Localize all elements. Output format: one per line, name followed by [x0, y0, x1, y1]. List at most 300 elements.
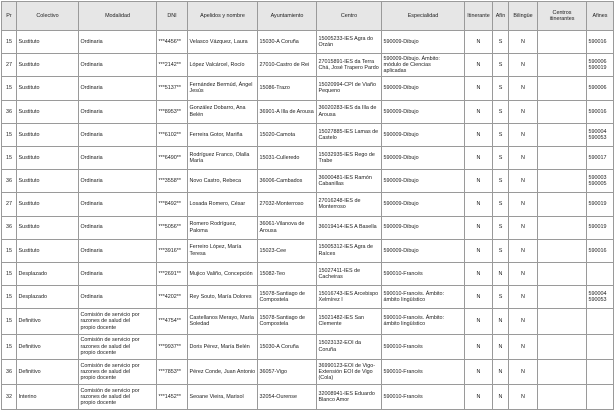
cell-afin-text: N: [498, 270, 503, 277]
cell-nombre: [188, 123, 258, 146]
cell-bilingue: [509, 31, 538, 54]
cell-afines: [587, 286, 614, 309]
cell-centro-text: 15027411-IES de Cacheiras: [318, 267, 361, 280]
cell-modalidad: [79, 309, 157, 334]
cell-modalidad: [79, 385, 157, 410]
table-row: [2, 286, 614, 309]
cell-ayuntamiento-text: 15030-A Coruña: [259, 343, 299, 350]
cell-dni-text: ***8492**: [158, 201, 181, 208]
cell-pr-text: 36: [6, 224, 12, 231]
table-row: [2, 170, 614, 193]
cell-pr: [2, 123, 17, 146]
table-row: [2, 309, 614, 334]
cell-ayuntamiento-text: 36006-Cambados: [259, 178, 303, 185]
cell-dni-text: ***2691**: [158, 270, 181, 277]
cell-afines-text: 590004 590053: [588, 290, 607, 304]
cell-modalidad: [79, 286, 157, 309]
cell-itinerante-text: N: [476, 224, 481, 231]
cell-dni-text: ***1452**: [158, 394, 181, 401]
cell-itinerante: [465, 123, 493, 146]
cell-especialidad-text: 590010-Francés: [383, 270, 423, 277]
cell-colectivo-text: Sustituto: [18, 154, 40, 161]
cell-dni-text: ***2142**: [158, 62, 181, 69]
cell-nombre: [188, 31, 258, 54]
cell-modalidad-text: Comisión de servicio por razones de salud del propio docente: [80, 387, 140, 407]
cell-modalidad: [79, 100, 157, 123]
cell-afines: [587, 54, 614, 77]
cell-afin: [493, 239, 509, 262]
cell-afin-text: S: [498, 154, 503, 161]
cell-centro-text: 36019414-IES A Basella: [318, 224, 377, 231]
cell-centros-itinerantes: [538, 193, 587, 216]
cell-bilingue: [509, 216, 538, 239]
header-col-afin: Afín: [493, 2, 509, 31]
cell-especialidad: [382, 359, 465, 384]
cell-afin: [493, 146, 509, 169]
cell-modalidad: [79, 31, 157, 54]
cell-centro-text: 15016743-IES Arcebispo Xelmírez I: [318, 290, 379, 304]
cell-colectivo-text: Definitivo: [18, 368, 41, 375]
header-col-centros-itinerantes: Centros itinerantes: [538, 2, 587, 31]
cell-itinerante-text: N: [476, 394, 481, 401]
cell-bilingue-text: N: [521, 394, 525, 401]
cell-dni-text: ***5137**: [158, 85, 181, 92]
cell-bilingue: [509, 146, 538, 169]
cell-centro-text: 36000481-IES Ramón Cabanillas: [318, 174, 372, 188]
table-row: [2, 262, 614, 285]
cell-colectivo: [17, 262, 79, 285]
cell-afines: [587, 359, 614, 384]
cell-dni-text: ***5056**: [158, 224, 181, 231]
cell-afines: [587, 385, 614, 410]
cell-especialidad: [382, 123, 465, 146]
cell-bilingue: [509, 359, 538, 384]
cell-itinerante: [465, 77, 493, 100]
cell-colectivo: [17, 239, 79, 262]
cell-nombre: [188, 100, 258, 123]
cell-dni-text: ***9937**: [158, 343, 181, 350]
cell-centros-itinerantes: [538, 262, 587, 285]
cell-especialidad-text: 590009-Dibujo: [383, 154, 419, 161]
cell-itinerante-text: N: [476, 108, 481, 115]
cell-especialidad: [382, 193, 465, 216]
cell-ayuntamiento-text: 36901-A Illa de Arousa: [259, 108, 314, 115]
cell-pr-text: 15: [6, 131, 12, 138]
cell-colectivo: [17, 31, 79, 54]
cell-pr: [2, 77, 17, 100]
cell-especialidad-text: 590009-Dibujo: [383, 38, 419, 45]
table-row: [2, 334, 614, 359]
cell-nombre: [188, 239, 258, 262]
cell-especialidad: [382, 309, 465, 334]
cell-centro-text: 15021482-IES San Clemente: [318, 315, 365, 328]
cell-colectivo-text: Sustituto: [18, 108, 40, 115]
cell-itinerante: [465, 359, 493, 384]
table-row: [2, 77, 614, 100]
cell-afines-text: 590016: [588, 38, 607, 45]
cell-itinerante-text: N: [476, 294, 481, 300]
cell-afines-text: 590017: [588, 154, 607, 161]
cell-especialidad-text: 590010-Francés: [383, 368, 423, 375]
header-col-ayuntamiento: Ayuntamiento: [258, 2, 317, 31]
table-row: [2, 193, 614, 216]
cell-pr: [2, 334, 17, 359]
cell-nombre: [188, 286, 258, 309]
cell-afin: [493, 385, 509, 410]
cell-bilingue-text: N: [521, 108, 525, 115]
cell-itinerante: [465, 239, 493, 262]
cell-itinerante: [465, 309, 493, 334]
cell-especialidad: [382, 334, 465, 359]
cell-afin-text: S: [498, 201, 503, 208]
cell-afines: [587, 77, 614, 100]
cell-especialidad-text: 590009-Dibujo: [383, 247, 419, 254]
cell-bilingue-text: N: [521, 62, 525, 69]
cell-ayuntamiento: [258, 239, 317, 262]
cell-afin: [493, 334, 509, 359]
table-row: [2, 123, 614, 146]
cell-nombre-text: Losada Romero, César: [189, 201, 246, 208]
cell-afines: [587, 100, 614, 123]
cell-pr-text: 27: [6, 201, 12, 208]
cell-centros-itinerantes: [538, 77, 587, 100]
cell-centros-itinerantes: [538, 146, 587, 169]
cell-afin: [493, 286, 509, 309]
cell-afin-text: S: [498, 62, 503, 69]
cell-colectivo: [17, 286, 79, 309]
cell-bilingue-text: N: [521, 270, 525, 277]
cell-afines-text: 590019: [588, 201, 607, 208]
cell-pr: [2, 100, 17, 123]
cell-colectivo: [17, 54, 79, 77]
cell-modalidad-text: Ordinaria: [80, 201, 103, 208]
cell-colectivo-text: Sustituto: [18, 178, 40, 185]
cell-centros-itinerantes: [538, 359, 587, 384]
cell-afin-text: S: [498, 131, 503, 138]
cell-colectivo-text: Sustituto: [18, 131, 40, 138]
cell-centros-itinerantes: [538, 54, 587, 77]
cell-itinerante: [465, 193, 493, 216]
cell-itinerante: [465, 385, 493, 410]
cell-nombre: [188, 193, 258, 216]
cell-bilingue-text: N: [521, 85, 525, 92]
cell-pr-text: 15: [6, 318, 12, 325]
cell-centro: [317, 239, 382, 262]
cell-especialidad-text: 590009-Dibujo. Ámbito: módulo de Ciencias aplicadas: [383, 55, 440, 75]
header-col-itinerante: Itinerante: [465, 2, 493, 31]
cell-nombre: [188, 216, 258, 239]
cell-dni-text: ***4456**: [158, 38, 181, 45]
cell-pr-text: 36: [6, 108, 12, 115]
cell-bilingue: [509, 286, 538, 309]
cell-modalidad: [79, 216, 157, 239]
cell-afin: [493, 170, 509, 193]
cell-centros-itinerantes: [538, 385, 587, 410]
cell-modalidad: [79, 170, 157, 193]
cell-modalidad-text: Ordinaria: [80, 131, 103, 138]
cell-centro: [317, 123, 382, 146]
cell-ayuntamiento: [258, 262, 317, 285]
table-row: [2, 146, 614, 169]
cell-bilingue: [509, 77, 538, 100]
cell-dni-text: ***3558**: [158, 178, 181, 185]
cell-colectivo-text: Sustituto: [18, 224, 40, 231]
cell-pr: [2, 239, 17, 262]
cell-bilingue-text: N: [521, 178, 525, 185]
cell-centro-text: 15023132-EOI da Coruña: [318, 340, 362, 353]
cell-centro: [317, 77, 382, 100]
table-row: [2, 359, 614, 384]
cell-pr-text: 15: [6, 247, 12, 254]
cell-colectivo-text: Definitivo: [18, 318, 41, 325]
cell-dni: [157, 31, 188, 54]
cell-bilingue: [509, 309, 538, 334]
cell-dni: [157, 385, 188, 410]
cell-afin: [493, 216, 509, 239]
cell-dni-text: ***7853**: [158, 368, 181, 375]
cell-pr-text: 15: [6, 294, 12, 300]
cell-bilingue: [509, 54, 538, 77]
cell-bilingue-text: N: [521, 38, 525, 45]
cell-centro-text: 15032935-IES Rego de Trabe: [318, 151, 375, 165]
cell-ayuntamiento: [258, 309, 317, 334]
cell-centros-itinerantes: [538, 31, 587, 54]
cell-ayuntamiento: [258, 170, 317, 193]
cell-centro-text: 27015891-IES da Terra Chá, José Trapero Pardo: [318, 58, 379, 72]
cell-especialidad: [382, 286, 465, 309]
cell-colectivo: [17, 193, 79, 216]
cell-centros-itinerantes: [538, 286, 587, 309]
cell-pr: [2, 385, 17, 410]
cell-nombre: [188, 54, 258, 77]
cell-afin-text: S: [498, 108, 503, 115]
table-row: [2, 100, 614, 123]
cell-bilingue-text: N: [521, 201, 525, 208]
cell-dni: [157, 54, 188, 77]
cell-ayuntamiento: [258, 193, 317, 216]
cell-afines: [587, 262, 614, 285]
cell-nombre-text: Velasco Vázquez, Laura: [189, 38, 248, 45]
cell-ayuntamiento-text: 32054-Ourense: [259, 394, 297, 401]
cell-colectivo-text: Interino: [18, 394, 37, 401]
cell-especialidad-text: 590009-Dibujo: [383, 85, 419, 92]
header-col-dni: DNI: [157, 2, 188, 31]
cell-modalidad-text: Comisión de servicio por razones de salud del propio docente: [80, 337, 140, 356]
cell-pr: [2, 170, 17, 193]
cell-afin-text: S: [498, 178, 503, 185]
cell-afin-text: S: [498, 38, 503, 45]
cell-ayuntamiento-text: 15086-Trazo: [259, 85, 290, 92]
cell-especialidad: [382, 170, 465, 193]
cell-ayuntamiento-text: 15030-A Coruña: [259, 38, 299, 45]
cell-colectivo: [17, 309, 79, 334]
cell-bilingue-text: N: [521, 224, 525, 231]
cell-centro: [317, 31, 382, 54]
cell-especialidad: [382, 146, 465, 169]
cell-colectivo: [17, 146, 79, 169]
cell-modalidad-text: Ordinaria: [80, 154, 103, 161]
cell-itinerante-text: N: [476, 85, 481, 92]
cell-pr-text: 32: [6, 394, 12, 401]
cell-nombre-text: Fernández Bermúd, Ángel Jesús: [189, 82, 253, 95]
cell-especialidad-text: 590009-Dibujo: [383, 224, 419, 231]
cell-modalidad-text: Ordinaria: [80, 247, 103, 254]
cell-centros-itinerantes: [538, 170, 587, 193]
cell-ayuntamiento-text: 15020-Camota: [259, 131, 296, 138]
header-col-pr: Pr: [2, 2, 17, 31]
cell-ayuntamiento: [258, 123, 317, 146]
cell-ayuntamiento-text: 15031-Culleredo: [259, 154, 300, 161]
cell-colectivo: [17, 216, 79, 239]
cell-afines: [587, 170, 614, 193]
cell-afines-text: 590004 590053: [588, 128, 607, 141]
cell-pr: [2, 262, 17, 285]
cell-pr: [2, 193, 17, 216]
assignments-table: [1, 1, 614, 410]
cell-ayuntamiento: [258, 77, 317, 100]
cell-itinerante: [465, 146, 493, 169]
cell-afin-text: N: [498, 394, 503, 401]
cell-dni: [157, 239, 188, 262]
cell-modalidad: [79, 123, 157, 146]
cell-nombre-text: González Dobarro, Ana Belén: [189, 105, 246, 118]
cell-modalidad: [79, 239, 157, 262]
cell-modalidad: [79, 334, 157, 359]
cell-modalidad-text: Ordinaria: [80, 85, 103, 92]
cell-itinerante-text: N: [476, 38, 481, 45]
cell-itinerante-text: N: [476, 131, 481, 138]
cell-centros-itinerantes: [538, 123, 587, 146]
cell-modalidad: [79, 54, 157, 77]
cell-afin: [493, 31, 509, 54]
cell-ayuntamiento-text: 27032-Monterroso: [259, 201, 304, 208]
cell-modalidad-text: Ordinaria: [80, 38, 103, 45]
table-body: [2, 31, 614, 410]
cell-ayuntamiento-text: 27010-Castro de Rei: [259, 62, 310, 69]
cell-afines-text: 590006: [588, 85, 607, 92]
cell-afin: [493, 54, 509, 77]
cell-centro: [317, 54, 382, 77]
header-col-nombre: Apelidos y nombre: [188, 2, 258, 31]
cell-itinerante: [465, 216, 493, 239]
cell-modalidad-text: Comisión de servicio por razones de salud del propio docente: [80, 362, 140, 382]
cell-dni-text: ***3916**: [158, 247, 181, 254]
cell-especialidad-text: 590009-Dibujo: [383, 178, 419, 185]
cell-afines: [587, 239, 614, 262]
cell-colectivo: [17, 359, 79, 384]
table-row: [2, 385, 614, 410]
cell-nombre-text: Seoane Vieira, Marisol: [189, 394, 244, 401]
cell-bilingue-text: N: [521, 368, 525, 375]
header-col-especialidad: Especialidad: [382, 2, 465, 31]
cell-especialidad: [382, 239, 465, 262]
cell-itinerante-text: N: [476, 368, 481, 375]
cell-centro-text: 36020283-IES da Illa de Arousa: [318, 105, 377, 118]
cell-centro: [317, 216, 382, 239]
cell-ayuntamiento: [258, 100, 317, 123]
cell-centros-itinerantes: [538, 309, 587, 334]
cell-centro-text: 36990123-EOI de Vigo- Extensión EOI de Vigo (Cola): [318, 362, 376, 382]
cell-modalidad-text: Ordinaria: [80, 108, 103, 115]
cell-itinerante-text: N: [476, 62, 481, 69]
cell-nombre: [188, 77, 258, 100]
cell-afin-text: S: [498, 85, 503, 92]
cell-ayuntamiento: [258, 216, 317, 239]
cell-nombre-text: Rodríguez Franco, Olalla María: [189, 151, 250, 165]
cell-ayuntamiento: [258, 385, 317, 410]
cell-nombre-text: Ferreiro López, María Teresa: [189, 244, 242, 257]
cell-nombre: [188, 334, 258, 359]
cell-dni: [157, 286, 188, 309]
cell-afin-text: S: [498, 247, 503, 254]
cell-itinerante: [465, 100, 493, 123]
cell-ayuntamiento-text: 15023-Cee: [259, 247, 287, 254]
cell-modalidad-text: Ordinaria: [80, 224, 103, 231]
cell-nombre: [188, 309, 258, 334]
header-col-afines: Afines: [587, 2, 614, 31]
cell-centro: [317, 100, 382, 123]
cell-afines: [587, 193, 614, 216]
cell-colectivo: [17, 123, 79, 146]
cell-colectivo: [17, 77, 79, 100]
cell-especialidad-text: 590010-Francés. Ámbito: ámbito lingüístico: [383, 315, 445, 328]
cell-centro-text: 15020994-CPI de Viaño Pequeno: [318, 82, 376, 95]
cell-modalidad-text: Ordinaria: [80, 270, 103, 277]
cell-pr-text: 15: [6, 85, 12, 92]
cell-ayuntamiento: [258, 334, 317, 359]
cell-afin: [493, 100, 509, 123]
cell-nombre-text: Ferreira Gotor, Mariña: [189, 131, 243, 138]
cell-bilingue-text: N: [521, 318, 525, 325]
cell-pr-text: 36: [6, 368, 12, 375]
cell-especialidad-text: 590009-Dibujo: [383, 131, 419, 138]
cell-modalidad-text: Ordinaria: [80, 178, 103, 185]
cell-ayuntamiento-text: 15078-Santiago de Compostela: [259, 315, 306, 328]
header-col-colectivo: Colectivo: [17, 2, 79, 31]
cell-pr: [2, 146, 17, 169]
table-row: [2, 239, 614, 262]
cell-centro-text: 32008941-IES Eduardo Blanco Amor: [318, 390, 375, 404]
cell-especialidad: [382, 77, 465, 100]
cell-modalidad-text: Ordinaria: [80, 62, 103, 69]
cell-nombre-text: Rey Souto, María Dolores: [189, 294, 252, 300]
cell-nombre-text: Castellanos Merayo, María Soledad: [189, 315, 254, 328]
cell-itinerante-text: N: [476, 270, 481, 277]
cell-dni-text: ***6102**: [158, 131, 181, 138]
cell-afin: [493, 262, 509, 285]
cell-nombre-text: Doris Pérez, María Belén: [189, 343, 250, 350]
cell-modalidad: [79, 359, 157, 384]
cell-afin: [493, 309, 509, 334]
cell-ayuntamiento-text: 15082-Teo: [259, 270, 285, 277]
cell-afines-text: 590019: [588, 224, 607, 231]
table-row: [2, 31, 614, 54]
cell-itinerante: [465, 286, 493, 309]
cell-nombre: [188, 385, 258, 410]
cell-colectivo: [17, 334, 79, 359]
cell-pr-text: 15: [6, 270, 12, 277]
cell-colectivo-text: Sustituto: [18, 201, 40, 208]
cell-especialidad: [382, 54, 465, 77]
cell-centro: [317, 193, 382, 216]
cell-colectivo-text: Sustituto: [18, 62, 40, 69]
cell-ayuntamiento: [258, 359, 317, 384]
cell-centros-itinerantes: [538, 216, 587, 239]
cell-bilingue: [509, 385, 538, 410]
cell-centro-text: 15005233-IES Agra do Orzán: [318, 35, 374, 49]
cell-pr: [2, 286, 17, 309]
cell-ayuntamiento-text: 36061-Vilanova de Arousa: [259, 221, 305, 234]
